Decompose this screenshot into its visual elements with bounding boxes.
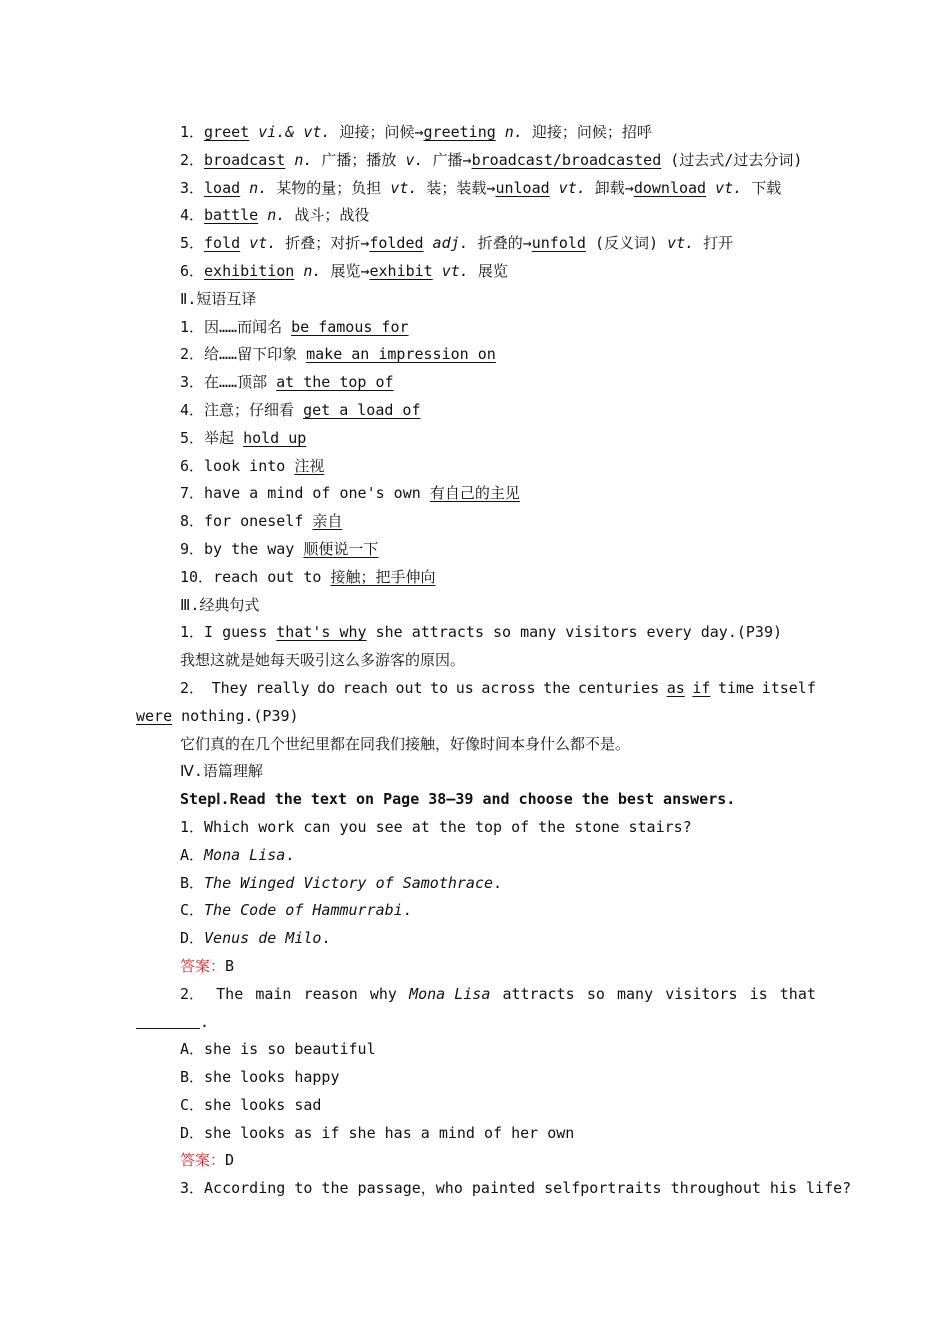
- sentence-1: [136, 619, 816, 647]
- part-of-speech: vi.& vt.: [249, 123, 331, 141]
- step-one-instruction: StepⅠ.Read the text on Page 38—39 and choose the best answers.: [180, 790, 736, 809]
- definition: 折叠的→: [468, 234, 532, 253]
- sentence-text: she attracts so many visitors every day.(P39): [366, 623, 783, 642]
- phrase-prompt: look into: [204, 456, 295, 475]
- option-punct: .: [285, 845, 295, 864]
- word: to: [430, 678, 449, 697]
- item-number: 3．: [180, 373, 205, 392]
- answer-word: greeting: [423, 123, 496, 141]
- part-of-speech: vt.: [390, 178, 418, 197]
- word: The: [216, 984, 244, 1003]
- option-text: Venus de Milo: [204, 929, 322, 948]
- question-2-answer: [136, 1147, 816, 1175]
- phrase-answer: at the top of: [276, 373, 394, 392]
- item-number: 6．: [180, 456, 205, 475]
- phrase-prompt: 举起: [204, 428, 244, 447]
- note: (过去式/过去分词): [661, 150, 803, 169]
- part-of-speech: vt.: [432, 261, 469, 280]
- item-number: 9．: [180, 539, 205, 558]
- note: (反义词): [585, 234, 668, 253]
- item-number: 7．: [180, 484, 205, 503]
- answer-word: greet: [204, 123, 250, 141]
- option-letter: B．: [180, 873, 205, 892]
- part-of-speech: vt.: [240, 234, 277, 253]
- sentence-text: nothing.(P39): [172, 706, 299, 725]
- answer-word: fold: [204, 234, 241, 253]
- vocab-line-3: [136, 175, 816, 203]
- question-2-stem-line-1: [136, 981, 816, 1009]
- question-1-option-b: [136, 870, 816, 898]
- phrase-prompt: 注意；仔细看: [204, 400, 304, 419]
- part-of-speech: vt.: [706, 178, 743, 197]
- answer-word: unfold: [531, 234, 586, 253]
- part-of-speech: n.: [258, 206, 286, 225]
- phrase-line-9: [136, 536, 816, 564]
- phrase-line-4: [136, 397, 816, 425]
- answer-word: load: [204, 178, 241, 197]
- phrase-prompt: by the way: [204, 539, 304, 558]
- vocab-line-2: [136, 147, 816, 175]
- part-of-speech: n.: [285, 150, 313, 169]
- answer-value: B: [225, 956, 235, 975]
- phrase-line-10: [136, 564, 816, 592]
- word: really: [255, 678, 310, 697]
- definition: 战斗；战役: [285, 206, 370, 225]
- phrase-answer: make an impression on: [306, 345, 496, 364]
- section-heading-phrases: Ⅱ.短语互译: [180, 289, 257, 308]
- sentence-text: 1．I guess: [180, 623, 277, 642]
- answer-value: D: [225, 1151, 235, 1170]
- question-1-option-d: [136, 925, 816, 953]
- phrase-line-3: [136, 369, 816, 397]
- option-punct: .: [402, 901, 412, 920]
- word: across: [481, 678, 536, 697]
- definition: 迎接；问候→: [330, 123, 424, 141]
- word: many: [617, 984, 654, 1003]
- sentence-answer: if: [692, 678, 711, 697]
- sentence-answer: were: [136, 706, 173, 725]
- word: why: [369, 984, 397, 1003]
- section-heading-sentences: Ⅲ.经典句式: [180, 595, 260, 614]
- word: out: [395, 678, 423, 697]
- answer-blank: [136, 1010, 200, 1029]
- sentence-1-translation: 我想这就是她每天吸引这么多游客的原因。: [180, 651, 466, 670]
- vocab-line-4: [136, 202, 816, 230]
- answer-word: battle: [204, 206, 259, 225]
- vocab-line-1: [136, 119, 816, 147]
- definition: 广播→: [423, 150, 472, 169]
- word: main: [255, 984, 292, 1003]
- italic-title: Mona Lisa: [409, 984, 491, 1003]
- phrase-prompt: 给……留下印象: [204, 345, 307, 364]
- definition: 展览→: [321, 261, 370, 280]
- answer-word: exhibition: [204, 261, 295, 280]
- word: do: [317, 678, 336, 697]
- phrase-line-2: [136, 341, 816, 369]
- sentence-answer: that's why: [276, 623, 367, 642]
- question-2-option-d: D．she looks as if she has a mind of her own: [180, 1123, 575, 1142]
- option-letter: D．: [180, 929, 205, 948]
- definition: 卸载→: [585, 178, 634, 197]
- answer-word: broadcast/broadcasted: [471, 150, 662, 169]
- phrase-prompt: for oneself: [204, 512, 313, 531]
- item-number: 6．: [180, 261, 205, 280]
- phrase-prompt: 因……而闻名: [204, 317, 292, 336]
- definition: 某物的量；负担: [267, 178, 391, 197]
- answer-label: 答案：: [180, 1151, 226, 1170]
- answer-word: exhibit: [369, 261, 433, 280]
- item-number: 3．: [180, 178, 205, 197]
- definition: 打开: [694, 234, 734, 253]
- sentence-2-line-2: [136, 703, 816, 731]
- vocab-line-5: [136, 230, 816, 258]
- definition: 下载: [742, 178, 782, 197]
- worksheet-content: [136, 119, 852, 1203]
- phrase-line-8: [136, 508, 816, 536]
- word: reach: [342, 678, 388, 697]
- question-3-stem: 3．According to the passage，who painted selfportraits throughout his life?: [180, 1179, 852, 1198]
- item-number: 2．: [180, 150, 205, 169]
- question-1-answer: [136, 953, 816, 981]
- word: us: [455, 678, 474, 697]
- part-of-speech: vt.: [549, 178, 586, 197]
- part-of-speech: v.: [405, 150, 424, 169]
- item-number: 2．: [180, 984, 205, 1003]
- phrase-prompt: have a mind of one's own: [204, 484, 430, 503]
- option-punct: .: [321, 929, 331, 948]
- item-number: 2．: [180, 678, 205, 697]
- definition: 折叠；对折→: [276, 234, 370, 253]
- item-number: 5．: [180, 234, 205, 253]
- item-number: 10．: [180, 567, 214, 586]
- question-1-option-c: [136, 897, 816, 925]
- question-2-option-a: A．she is so beautiful: [180, 1040, 376, 1059]
- sentence-2-translation: 它们真的在几个世纪里都在同我们接触，好像时间本身什么都不是。: [180, 734, 631, 753]
- phrase-answer: be famous for: [291, 317, 409, 336]
- phrase-line-6: [136, 453, 816, 481]
- part-of-speech: adj.: [423, 234, 469, 253]
- word: centuries: [577, 678, 660, 697]
- section-heading-reading: Ⅳ.语篇理解: [180, 762, 263, 781]
- word: itself: [761, 678, 816, 697]
- option-punct: .: [493, 873, 503, 892]
- part-of-speech: n.: [240, 178, 268, 197]
- definition: 装；装载→: [417, 178, 496, 197]
- phrase-line-1: [136, 314, 816, 342]
- word: visitors: [665, 984, 738, 1003]
- word: time: [717, 678, 755, 697]
- item-number: 8．: [180, 512, 205, 531]
- word: reason: [303, 984, 358, 1003]
- phrase-prompt: 在……顶部: [204, 373, 277, 392]
- phrase-answer: 注视: [294, 456, 325, 475]
- part-of-speech: n.: [495, 123, 523, 141]
- item-number: 2．: [180, 345, 205, 364]
- phrase-answer: 顺便说一下: [303, 539, 379, 558]
- word: so: [586, 984, 605, 1003]
- sentence-answer: as: [666, 678, 685, 697]
- option-text: The Code of Hammurrabi: [204, 901, 403, 920]
- definition: 广播；播放: [312, 150, 406, 169]
- option-letter: C．: [180, 901, 205, 920]
- question-2-stem-line-2: [136, 1009, 816, 1037]
- word: attracts: [502, 984, 575, 1003]
- sentence-2-line-1: [136, 675, 816, 703]
- phrase-line-5: [136, 425, 816, 453]
- vocab-line-6: [136, 258, 816, 286]
- answer-word: download: [633, 178, 707, 197]
- definition: 展览: [468, 261, 508, 280]
- phrase-answer: hold up: [243, 428, 307, 447]
- word: They: [211, 678, 248, 697]
- sentence-text: .: [200, 1012, 210, 1031]
- phrase-answer: 亲自: [312, 512, 343, 531]
- part-of-speech: vt.: [667, 234, 695, 253]
- option-text: The Winged Victory of Samothrace: [204, 873, 494, 892]
- question-1-stem: 1．Which work can you see at the top of the stone stairs?: [180, 817, 692, 836]
- option-letter: A．: [180, 845, 205, 864]
- phrase-answer: 接触；把手伸向: [330, 567, 436, 586]
- item-number: 1．: [180, 123, 205, 141]
- item-number: 4．: [180, 206, 205, 225]
- question-1-option-a: [136, 842, 816, 870]
- answer-word: folded: [369, 234, 424, 253]
- item-number: 5．: [180, 428, 205, 447]
- question-2-option-c: C．she looks sad: [180, 1095, 322, 1114]
- answer-word: broadcast: [204, 150, 286, 169]
- answer-word: unload: [495, 178, 550, 197]
- phrase-answer: 有自己的主见: [429, 484, 520, 503]
- item-number: 4．: [180, 400, 205, 419]
- definition: 迎接；问候；招呼: [522, 123, 652, 141]
- word: that: [779, 984, 816, 1003]
- word: the: [543, 678, 571, 697]
- option-text: Mona Lisa: [204, 845, 286, 864]
- phrase-answer: get a load of: [303, 400, 421, 419]
- part-of-speech: n.: [294, 261, 322, 280]
- word: is: [749, 984, 768, 1003]
- phrase-prompt: reach out to: [213, 567, 331, 586]
- question-2-option-b: B．she looks happy: [180, 1068, 340, 1087]
- answer-label: 答案：: [180, 956, 226, 975]
- phrase-line-7: [136, 480, 816, 508]
- item-number: 1．: [180, 317, 205, 336]
